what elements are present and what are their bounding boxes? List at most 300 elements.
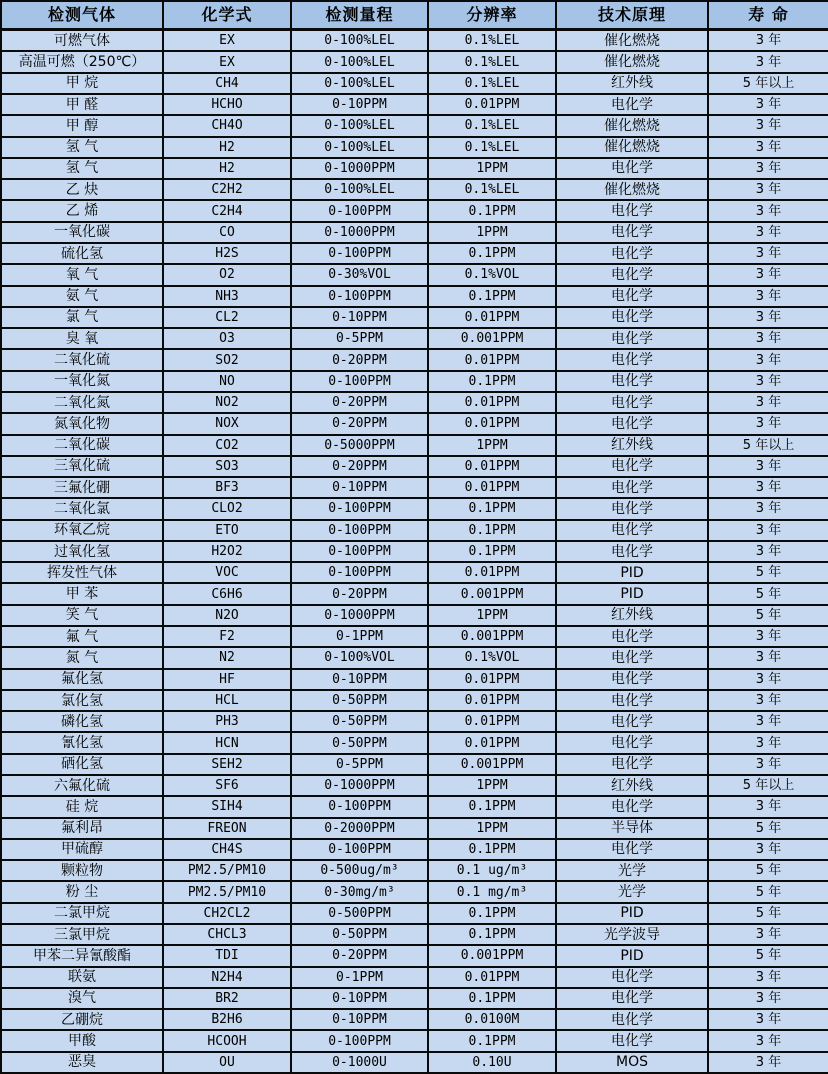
detection-range-cell: 0-20PPM — [291, 413, 428, 434]
table-row — [1, 711, 828, 732]
chemical-formula-cell: CH4S — [163, 839, 291, 860]
technology-principle-cell: 电化学 — [556, 967, 708, 988]
chemical-formula-cell: NO2 — [163, 392, 291, 413]
technology-principle-cell: 电化学 — [556, 307, 708, 328]
detection-range-cell: 0-100%LEL — [291, 73, 428, 94]
table-row — [1, 435, 828, 456]
chemical-formula-cell: SO2 — [163, 349, 291, 370]
technology-principle-cell: 电化学 — [556, 732, 708, 753]
table-row — [1, 796, 828, 817]
table-row — [1, 222, 828, 243]
gas-name-cell: 氟利昂 — [1, 818, 163, 839]
chemical-formula-cell: CO2 — [163, 435, 291, 456]
resolution-cell: 0.1 mg/m³ — [428, 881, 556, 902]
technology-principle-cell: 电化学 — [556, 1030, 708, 1051]
lifespan-cell: 3 年 — [708, 732, 828, 753]
resolution-cell: 0.01PPM — [428, 711, 556, 732]
gas-name-cell: 氮氧化物 — [1, 413, 163, 434]
table-row — [1, 839, 828, 860]
detection-range-cell: 0-50PPM — [291, 690, 428, 711]
technology-principle-cell: 电化学 — [556, 669, 708, 690]
column-header-detection-range: 检测量程 — [291, 1, 428, 30]
gas-name-cell: 硅 烷 — [1, 796, 163, 817]
lifespan-cell: 3 年 — [708, 754, 828, 775]
chemical-formula-cell: C2H4 — [163, 200, 291, 221]
technology-principle-cell: 电化学 — [556, 498, 708, 519]
resolution-cell: 1PPM — [428, 435, 556, 456]
detection-range-cell: 0-20PPM — [291, 583, 428, 604]
table-row — [1, 1052, 828, 1073]
chemical-formula-cell: CL2 — [163, 307, 291, 328]
lifespan-cell: 5 年 — [708, 605, 828, 626]
detection-range-cell: 0-50PPM — [291, 711, 428, 732]
gas-name-cell: 氟 气 — [1, 626, 163, 647]
table-row — [1, 945, 828, 966]
chemical-formula-cell: H2S — [163, 243, 291, 264]
technology-principle-cell: 电化学 — [556, 371, 708, 392]
resolution-cell: 0.1%VOL — [428, 647, 556, 668]
chemical-formula-cell: SO3 — [163, 456, 291, 477]
chemical-formula-cell: CH4O — [163, 115, 291, 136]
lifespan-cell: 3 年 — [708, 115, 828, 136]
detection-range-cell: 0-20PPM — [291, 945, 428, 966]
column-header-resolution: 分辨率 — [428, 1, 556, 30]
gas-name-cell: 六氟化硫 — [1, 775, 163, 796]
lifespan-cell: 3 年 — [708, 371, 828, 392]
gas-name-cell: 一氧化碳 — [1, 222, 163, 243]
detection-range-cell: 0-100PPM — [291, 562, 428, 583]
lifespan-cell: 3 年 — [708, 158, 828, 179]
gas-name-cell: 氯化氢 — [1, 690, 163, 711]
technology-principle-cell: 电化学 — [556, 988, 708, 1009]
resolution-cell: 0.1%LEL — [428, 137, 556, 158]
gas-name-cell: 一氧化氮 — [1, 371, 163, 392]
resolution-cell: 0.1%LEL — [428, 73, 556, 94]
gas-name-cell: 过氧化氢 — [1, 541, 163, 562]
resolution-cell: 0.1PPM — [428, 371, 556, 392]
table-row — [1, 179, 828, 200]
lifespan-cell: 3 年 — [708, 392, 828, 413]
gas-name-cell: 氰化氢 — [1, 732, 163, 753]
gas-name-cell: 环氧乙烷 — [1, 520, 163, 541]
table-row — [1, 860, 828, 881]
table-row — [1, 605, 828, 626]
technology-principle-cell: 红外线 — [556, 775, 708, 796]
lifespan-cell: 3 年 — [708, 988, 828, 1009]
technology-principle-cell: MOS — [556, 1052, 708, 1073]
chemical-formula-cell: N2O — [163, 605, 291, 626]
chemical-formula-cell: B2H6 — [163, 1009, 291, 1030]
lifespan-cell: 3 年 — [708, 498, 828, 519]
detection-range-cell: 0-100PPM — [291, 286, 428, 307]
lifespan-cell: 3 年 — [708, 179, 828, 200]
detection-range-cell: 0-1000U — [291, 1052, 428, 1073]
chemical-formula-cell: NH3 — [163, 286, 291, 307]
table-row — [1, 243, 828, 264]
gas-name-cell: 氨 气 — [1, 286, 163, 307]
gas-name-cell: 可燃气体 — [1, 30, 163, 52]
gas-name-cell: 二氯甲烷 — [1, 903, 163, 924]
resolution-cell: 0.1%VOL — [428, 264, 556, 285]
technology-principle-cell: 电化学 — [556, 392, 708, 413]
detection-range-cell: 0-500ug/m³ — [291, 860, 428, 881]
gas-name-cell: 硫化氢 — [1, 243, 163, 264]
lifespan-cell: 5 年以上 — [708, 73, 828, 94]
detection-range-cell: 0-5000PPM — [291, 435, 428, 456]
detection-range-cell: 0-1PPM — [291, 626, 428, 647]
table-row — [1, 73, 828, 94]
chemical-formula-cell: BR2 — [163, 988, 291, 1009]
detection-range-cell: 0-1000PPM — [291, 775, 428, 796]
resolution-cell: 0.1%LEL — [428, 30, 556, 52]
gas-name-cell: 氢 气 — [1, 137, 163, 158]
gas-name-cell: 三氟化硼 — [1, 477, 163, 498]
gas-name-cell: 甲 醛 — [1, 94, 163, 115]
lifespan-cell: 3 年 — [708, 222, 828, 243]
table-row — [1, 286, 828, 307]
resolution-cell: 0.001PPM — [428, 626, 556, 647]
lifespan-cell: 3 年 — [708, 839, 828, 860]
resolution-cell: 0.1PPM — [428, 286, 556, 307]
resolution-cell: 0.01PPM — [428, 562, 556, 583]
table-row — [1, 328, 828, 349]
detection-range-cell: 0-100PPM — [291, 243, 428, 264]
detection-range-cell: 0-100PPM — [291, 839, 428, 860]
technology-principle-cell: 电化学 — [556, 243, 708, 264]
technology-principle-cell: 电化学 — [556, 477, 708, 498]
chemical-formula-cell: H2 — [163, 137, 291, 158]
table-row — [1, 307, 828, 328]
table-row — [1, 456, 828, 477]
gas-name-cell: 联氨 — [1, 967, 163, 988]
technology-principle-cell: 催化燃烧 — [556, 137, 708, 158]
table-row — [1, 349, 828, 370]
technology-principle-cell: 电化学 — [556, 286, 708, 307]
technology-principle-cell: PID — [556, 945, 708, 966]
lifespan-cell: 3 年 — [708, 796, 828, 817]
detection-range-cell: 0-10PPM — [291, 1009, 428, 1030]
gas-name-cell: 氟化氢 — [1, 669, 163, 690]
chemical-formula-cell: F2 — [163, 626, 291, 647]
gas-name-cell: 硒化氢 — [1, 754, 163, 775]
gas-name-cell: 挥发性气体 — [1, 562, 163, 583]
technology-principle-cell: 催化燃烧 — [556, 179, 708, 200]
lifespan-cell: 5 年 — [708, 562, 828, 583]
technology-principle-cell: 电化学 — [556, 796, 708, 817]
header-row — [1, 1, 828, 30]
table-row — [1, 158, 828, 179]
gas-name-cell: 甲硫醇 — [1, 839, 163, 860]
resolution-cell: 0.01PPM — [428, 307, 556, 328]
resolution-cell: 0.001PPM — [428, 583, 556, 604]
lifespan-cell: 3 年 — [708, 711, 828, 732]
technology-principle-cell: 电化学 — [556, 690, 708, 711]
lifespan-cell: 3 年 — [708, 137, 828, 158]
detection-range-cell: 0-50PPM — [291, 732, 428, 753]
resolution-cell: 0.1PPM — [428, 541, 556, 562]
technology-principle-cell: 电化学 — [556, 1009, 708, 1030]
lifespan-cell: 5 年以上 — [708, 435, 828, 456]
lifespan-cell: 3 年 — [708, 286, 828, 307]
technology-principle-cell: 催化燃烧 — [556, 51, 708, 72]
resolution-cell: 0.1%LEL — [428, 51, 556, 72]
technology-principle-cell: 催化燃烧 — [556, 115, 708, 136]
resolution-cell: 0.1PPM — [428, 520, 556, 541]
technology-principle-cell: PID — [556, 583, 708, 604]
table-row — [1, 137, 828, 158]
table-row — [1, 988, 828, 1009]
technology-principle-cell: 半导体 — [556, 818, 708, 839]
detection-range-cell: 0-1000PPM — [291, 222, 428, 243]
detection-range-cell: 0-100PPM — [291, 520, 428, 541]
resolution-cell: 1PPM — [428, 605, 556, 626]
detection-range-cell: 0-30%VOL — [291, 264, 428, 285]
table-row — [1, 115, 828, 136]
chemical-formula-cell: ETO — [163, 520, 291, 541]
detection-range-cell: 0-20PPM — [291, 456, 428, 477]
detection-range-cell: 0-5PPM — [291, 754, 428, 775]
gas-name-cell: 恶臭 — [1, 1052, 163, 1073]
gas-name-cell: 氯 气 — [1, 307, 163, 328]
lifespan-cell: 5 年 — [708, 583, 828, 604]
technology-principle-cell: 光学波导 — [556, 924, 708, 945]
technology-principle-cell: 电化学 — [556, 520, 708, 541]
column-header-chemical-formula: 化学式 — [163, 1, 291, 30]
gas-name-cell: 磷化氢 — [1, 711, 163, 732]
chemical-formula-cell: H2 — [163, 158, 291, 179]
technology-principle-cell: 电化学 — [556, 264, 708, 285]
detection-range-cell: 0-500PPM — [291, 903, 428, 924]
technology-principle-cell: 电化学 — [556, 541, 708, 562]
resolution-cell: 0.1%LEL — [428, 115, 556, 136]
lifespan-cell: 5 年 — [708, 903, 828, 924]
detection-range-cell: 0-100%LEL — [291, 51, 428, 72]
gas-name-cell: 粉 尘 — [1, 881, 163, 902]
gas-name-cell: 甲 苯 — [1, 583, 163, 604]
gas-name-cell: 二氧化氯 — [1, 498, 163, 519]
chemical-formula-cell: HCL — [163, 690, 291, 711]
lifespan-cell: 3 年 — [708, 924, 828, 945]
table-row — [1, 881, 828, 902]
chemical-formula-cell: C2H2 — [163, 179, 291, 200]
resolution-cell: 1PPM — [428, 818, 556, 839]
table-row — [1, 967, 828, 988]
chemical-formula-cell: VOC — [163, 562, 291, 583]
gas-name-cell: 三氯甲烷 — [1, 924, 163, 945]
detection-range-cell: 0-100%LEL — [291, 179, 428, 200]
chemical-formula-cell: BF3 — [163, 477, 291, 498]
gas-name-cell: 氢 气 — [1, 158, 163, 179]
table-row — [1, 541, 828, 562]
detection-range-cell: 0-100%LEL — [291, 30, 428, 52]
table-row — [1, 51, 828, 72]
technology-principle-cell: 电化学 — [556, 94, 708, 115]
chemical-formula-cell: CH2CL2 — [163, 903, 291, 924]
table-row — [1, 1030, 828, 1051]
lifespan-cell: 5 年 — [708, 860, 828, 881]
resolution-cell: 0.1PPM — [428, 1030, 556, 1051]
detection-range-cell: 0-100%LEL — [291, 137, 428, 158]
gas-name-cell: 二氧化硫 — [1, 349, 163, 370]
gas-name-cell: 溴气 — [1, 988, 163, 1009]
resolution-cell: 0.1PPM — [428, 243, 556, 264]
resolution-cell: 0.1PPM — [428, 796, 556, 817]
lifespan-cell: 3 年 — [708, 264, 828, 285]
lifespan-cell: 3 年 — [708, 690, 828, 711]
resolution-cell: 0.1%LEL — [428, 179, 556, 200]
chemical-formula-cell: FREON — [163, 818, 291, 839]
technology-principle-cell: PID — [556, 903, 708, 924]
chemical-formula-cell: CO — [163, 222, 291, 243]
gas-name-cell: 三氧化硫 — [1, 456, 163, 477]
gas-name-cell: 笑 气 — [1, 605, 163, 626]
technology-principle-cell: 电化学 — [556, 647, 708, 668]
detection-range-cell: 0-20PPM — [291, 349, 428, 370]
chemical-formula-cell: N2 — [163, 647, 291, 668]
resolution-cell: 0.01PPM — [428, 690, 556, 711]
detection-range-cell: 0-10PPM — [291, 988, 428, 1009]
lifespan-cell: 3 年 — [708, 669, 828, 690]
detection-range-cell: 0-10PPM — [291, 669, 428, 690]
resolution-cell: 0.10U — [428, 1052, 556, 1073]
detection-range-cell: 0-100%VOL — [291, 647, 428, 668]
technology-principle-cell: 光学 — [556, 881, 708, 902]
table-row — [1, 413, 828, 434]
chemical-formula-cell: HF — [163, 669, 291, 690]
table-row — [1, 520, 828, 541]
resolution-cell: 0.1PPM — [428, 903, 556, 924]
gas-name-cell: 二氧化氮 — [1, 392, 163, 413]
detection-range-cell: 0-100PPM — [291, 796, 428, 817]
gas-name-cell: 臭 氧 — [1, 328, 163, 349]
chemical-formula-cell: HCN — [163, 732, 291, 753]
chemical-formula-cell: SF6 — [163, 775, 291, 796]
detection-range-cell: 0-5PPM — [291, 328, 428, 349]
detection-range-cell: 0-10PPM — [291, 94, 428, 115]
technology-principle-cell: 电化学 — [556, 200, 708, 221]
resolution-cell: 0.01PPM — [428, 456, 556, 477]
table-row — [1, 924, 828, 945]
technology-principle-cell: 电化学 — [556, 754, 708, 775]
resolution-cell: 0.1PPM — [428, 498, 556, 519]
lifespan-cell: 3 年 — [708, 413, 828, 434]
lifespan-cell: 5 年 — [708, 881, 828, 902]
chemical-formula-cell: CLO2 — [163, 498, 291, 519]
detection-range-cell: 0-100PPM — [291, 200, 428, 221]
chemical-formula-cell: PH3 — [163, 711, 291, 732]
chemical-formula-cell: CH4 — [163, 73, 291, 94]
detection-range-cell: 0-100%LEL — [291, 115, 428, 136]
gas-name-cell: 乙硼烷 — [1, 1009, 163, 1030]
technology-principle-cell: 电化学 — [556, 222, 708, 243]
technology-principle-cell: 电化学 — [556, 349, 708, 370]
table-row — [1, 754, 828, 775]
resolution-cell: 1PPM — [428, 222, 556, 243]
chemical-formula-cell: PM2.5/PM10 — [163, 860, 291, 881]
technology-principle-cell: 电化学 — [556, 626, 708, 647]
resolution-cell: 1PPM — [428, 158, 556, 179]
technology-principle-cell: 电化学 — [556, 413, 708, 434]
table-row — [1, 775, 828, 796]
table-row — [1, 371, 828, 392]
chemical-formula-cell: OU — [163, 1052, 291, 1073]
chemical-formula-cell: SIH4 — [163, 796, 291, 817]
chemical-formula-cell: C6H6 — [163, 583, 291, 604]
lifespan-cell: 5 年以上 — [708, 775, 828, 796]
table-row — [1, 94, 828, 115]
resolution-cell: 0.001PPM — [428, 328, 556, 349]
lifespan-cell: 3 年 — [708, 307, 828, 328]
detection-range-cell: 0-1000PPM — [291, 158, 428, 179]
table-row — [1, 562, 828, 583]
detection-range-cell: 0-20PPM — [291, 392, 428, 413]
table-row — [1, 626, 828, 647]
resolution-cell: 0.01PPM — [428, 413, 556, 434]
table-row — [1, 903, 828, 924]
resolution-cell: 0.1PPM — [428, 200, 556, 221]
technology-principle-cell: PID — [556, 562, 708, 583]
lifespan-cell: 3 年 — [708, 1009, 828, 1030]
detection-range-cell: 0-50PPM — [291, 924, 428, 945]
chemical-formula-cell: O2 — [163, 264, 291, 285]
detection-range-cell: 0-10PPM — [291, 477, 428, 498]
resolution-cell: 0.01PPM — [428, 732, 556, 753]
chemical-formula-cell: HCHO — [163, 94, 291, 115]
gas-name-cell: 乙 炔 — [1, 179, 163, 200]
technology-principle-cell: 电化学 — [556, 456, 708, 477]
detection-range-cell: 0-100PPM — [291, 1030, 428, 1051]
lifespan-cell: 3 年 — [708, 51, 828, 72]
chemical-formula-cell: PM2.5/PM10 — [163, 881, 291, 902]
table-row — [1, 264, 828, 285]
lifespan-cell: 3 年 — [708, 349, 828, 370]
lifespan-cell: 5 年 — [708, 818, 828, 839]
technology-principle-cell: 红外线 — [556, 605, 708, 626]
resolution-cell: 0.01PPM — [428, 392, 556, 413]
lifespan-cell: 3 年 — [708, 647, 828, 668]
table-row — [1, 690, 828, 711]
chemical-formula-cell: NO — [163, 371, 291, 392]
table-row — [1, 732, 828, 753]
table-row — [1, 647, 828, 668]
resolution-cell: 0.1PPM — [428, 839, 556, 860]
resolution-cell: 0.1PPM — [428, 988, 556, 1009]
table-row — [1, 818, 828, 839]
chemical-formula-cell: N2H4 — [163, 967, 291, 988]
chemical-formula-cell: EX — [163, 30, 291, 52]
lifespan-cell: 3 年 — [708, 1030, 828, 1051]
lifespan-cell: 3 年 — [708, 30, 828, 52]
detection-range-cell: 0-100PPM — [291, 541, 428, 562]
resolution-cell: 0.1PPM — [428, 924, 556, 945]
lifespan-cell: 3 年 — [708, 541, 828, 562]
table-row — [1, 583, 828, 604]
lifespan-cell: 3 年 — [708, 243, 828, 264]
technology-principle-cell: 光学 — [556, 860, 708, 881]
table-row — [1, 1009, 828, 1030]
table-row — [1, 200, 828, 221]
detection-range-cell: 0-100PPM — [291, 371, 428, 392]
technology-principle-cell: 电化学 — [556, 711, 708, 732]
table-row — [1, 30, 828, 52]
table-row — [1, 669, 828, 690]
lifespan-cell: 3 年 — [708, 1052, 828, 1073]
resolution-cell: 0.001PPM — [428, 754, 556, 775]
lifespan-cell: 3 年 — [708, 967, 828, 988]
gas-name-cell: 甲苯二异氰酸酯 — [1, 945, 163, 966]
detection-range-cell: 0-1PPM — [291, 967, 428, 988]
resolution-cell: 0.001PPM — [428, 945, 556, 966]
